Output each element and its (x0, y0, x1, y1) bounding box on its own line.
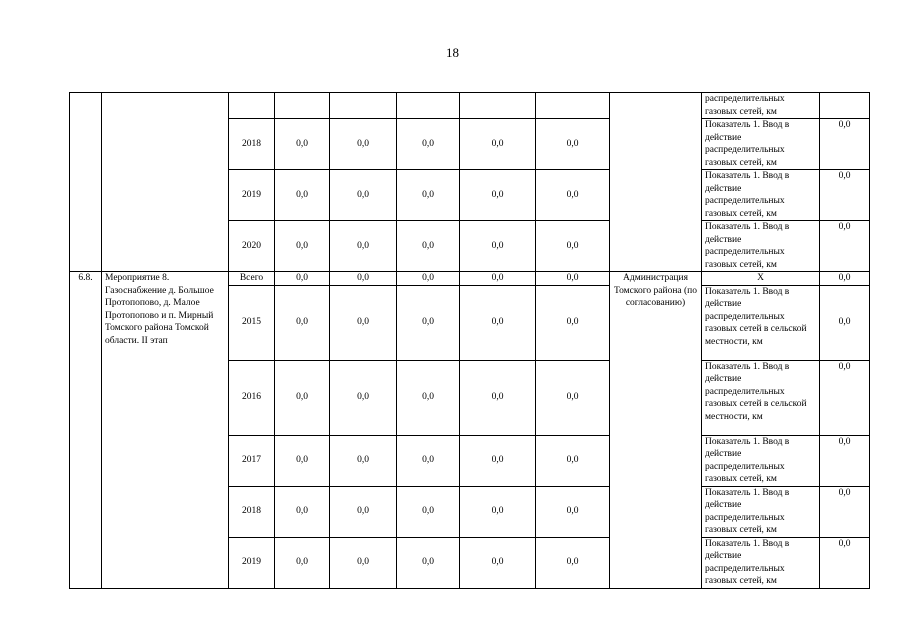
number-cell (70, 93, 102, 272)
indicator-value-cell: 0,0 (820, 360, 870, 435)
value-cell: 0,0 (536, 272, 610, 286)
value-cell: 0,0 (330, 119, 397, 170)
value-cell: 0,0 (397, 486, 460, 537)
value-cell: 0,0 (397, 221, 460, 272)
value-cell: 0,0 (397, 272, 460, 286)
year-cell: Всего (229, 272, 275, 286)
indicator-cell: Показатель 1. Ввод в действие распределительных газовых сетей, км (702, 119, 820, 170)
value-cell: 0,0 (460, 119, 536, 170)
year-cell: 2019 (229, 170, 275, 221)
year-cell: 2018 (229, 486, 275, 537)
indicator-cell: Показатель 1. Ввод в действие распределительных газовых сетей, км (702, 170, 820, 221)
value-cell (330, 93, 397, 119)
indicator-cell: Показатель 1. Ввод в действие распределительных газовых сетей, км (702, 221, 820, 272)
value-cell: 0,0 (330, 486, 397, 537)
value-cell: 0,0 (330, 170, 397, 221)
indicator-value-cell: 0,0 (820, 486, 870, 537)
year-cell: 2015 (229, 285, 275, 360)
value-cell (536, 93, 610, 119)
value-cell: 0,0 (397, 435, 460, 486)
value-cell: 0,0 (275, 360, 330, 435)
value-cell (275, 93, 330, 119)
value-cell: 0,0 (460, 486, 536, 537)
value-cell: 0,0 (397, 119, 460, 170)
value-cell: 0,0 (397, 170, 460, 221)
value-cell: 0,0 (397, 285, 460, 360)
value-cell: 0,0 (275, 272, 330, 286)
indicator-value-cell: 0,0 (820, 170, 870, 221)
value-cell: 0,0 (330, 360, 397, 435)
value-cell: 0,0 (460, 285, 536, 360)
value-cell: 0,0 (330, 221, 397, 272)
value-cell: 0,0 (460, 537, 536, 588)
value-cell: 0,0 (275, 221, 330, 272)
indicator-value-cell: 0,0 (820, 285, 870, 360)
indicator-cell: Показатель 1. Ввод в действие распределительных газовых сетей, км (702, 486, 820, 537)
name-cell (102, 93, 229, 272)
indicator-value-cell (820, 93, 870, 119)
indicator-cell: Показатель 1. Ввод в действие распределительных газовых сетей в сельской местности, км (702, 360, 820, 435)
value-cell: 0,0 (275, 119, 330, 170)
year-cell (229, 93, 275, 119)
value-cell: 0,0 (536, 119, 610, 170)
value-cell: 0,0 (460, 272, 536, 286)
value-cell (460, 93, 536, 119)
table-row (70, 272, 870, 286)
year-cell: 2020 (229, 221, 275, 272)
value-cell: 0,0 (536, 435, 610, 486)
year-cell: 2016 (229, 360, 275, 435)
indicator-cell: Х (702, 272, 820, 286)
value-cell: 0,0 (536, 170, 610, 221)
value-cell: 0,0 (330, 537, 397, 588)
indicator-cell: Показатель 1. Ввод в действие распределительных газовых сетей, км (702, 537, 820, 588)
value-cell: 0,0 (536, 486, 610, 537)
indicator-cell: Показатель 1. Ввод в действие распределительных газовых сетей, км (702, 435, 820, 486)
value-cell: 0,0 (460, 435, 536, 486)
value-cell: 0,0 (536, 285, 610, 360)
value-cell: 0,0 (460, 221, 536, 272)
value-cell: 0,0 (397, 537, 460, 588)
value-cell: 0,0 (330, 285, 397, 360)
executor-cell: Администрация Томского района (по согласованию) (610, 272, 702, 589)
value-cell: 0,0 (330, 435, 397, 486)
indicator-value-cell: 0,0 (820, 537, 870, 588)
year-cell: 2018 (229, 119, 275, 170)
indicator-value-cell: 0,0 (820, 272, 870, 286)
value-cell (397, 93, 460, 119)
indicator-value-cell: 0,0 (820, 119, 870, 170)
number-cell: 6.8. (70, 272, 102, 589)
value-cell: 0,0 (275, 486, 330, 537)
indicator-value-cell: 0,0 (820, 435, 870, 486)
program-table (69, 92, 870, 589)
year-cell: 2017 (229, 435, 275, 486)
table-row (70, 93, 870, 119)
executor-cell (610, 93, 702, 272)
indicator-value-cell: 0,0 (820, 221, 870, 272)
value-cell: 0,0 (536, 221, 610, 272)
value-cell: 0,0 (330, 272, 397, 286)
value-cell: 0,0 (275, 285, 330, 360)
value-cell: 0,0 (460, 170, 536, 221)
value-cell: 0,0 (536, 360, 610, 435)
value-cell: 0,0 (397, 360, 460, 435)
page-number: 18 (446, 45, 459, 60)
value-cell: 0,0 (275, 170, 330, 221)
value-cell: 0,0 (536, 537, 610, 588)
value-cell: 0,0 (275, 435, 330, 486)
year-cell: 2019 (229, 537, 275, 588)
indicator-cell: Показатель 1. Ввод в действие распределительных газовых сетей в сельской местности, км (702, 285, 820, 360)
value-cell: 0,0 (460, 360, 536, 435)
name-cell: Мероприятие 8. Газоснабжение д. Большое Протопопово, д. Малое Протопопово и п. Мирный Томского района Томской области. II этап (102, 272, 229, 589)
indicator-cell: распределительных газовых сетей, км (702, 93, 820, 119)
value-cell: 0,0 (275, 537, 330, 588)
